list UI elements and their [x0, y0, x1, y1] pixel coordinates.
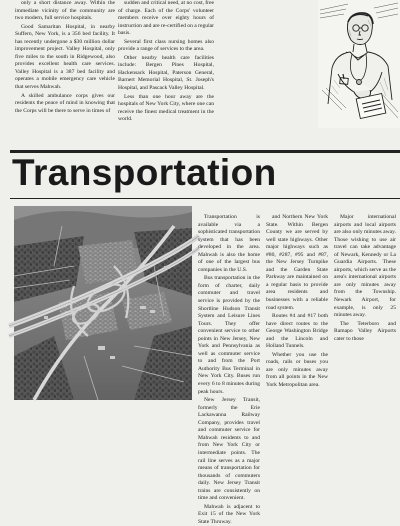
- health-article-column-1: [15, 0, 115, 143]
- transportation-column-3: [334, 214, 396, 400]
- paragraph: Good Samaritan Hospital, in nearby Suffern, New York, is a 356 bed facility. It has recently undergone a $30 million dollar improvement project. Valley Hospital, only five miles to the south in Ridgewood, also provides excellent health care services. Valley Hospital is a 387 bed facility and operates a mobile emergency care vehicle that serves Mahwah.: [15, 23, 115, 91]
- aerial-highway-photo: [14, 206, 192, 400]
- sketch-drawing: [318, 0, 400, 128]
- transportation-column-1: [198, 214, 260, 525]
- paragraph: Other nearby health care facilities include: Bergen Pines Hospital, Hackensack Hospital, Paterson General, Barnert Memorial Hospital, St. Joseph's Hospital, and Pascack Valley Hospital.: [118, 54, 214, 92]
- paragraph: New Jersey Transit, formerly the Erie Lackawanna Railway Company, provides travel and commuter service for Mahwah residents to and from New York City or intermediate points. The rail line serves as a major means of transportation for thousands of commuters daily. New Jersey Transit trains are consistently on time and convenient.: [198, 397, 260, 502]
- paragraph: Routes #4 and #17 both have direct routes to the George Washington Bridge and the Lincoln and Holland Tunnels.: [266, 313, 328, 350]
- paragraph: only a short distance away. Within the immediate vicinity of the community are two modern, full service hospitals.: [15, 0, 115, 22]
- section-divider-thin: [10, 198, 400, 199]
- aerial-photo-image: [14, 206, 192, 400]
- paragraph: A skilled ambulance corps gives our residents the peace of mind in knowing that the Corps will be there to serve in times of: [15, 92, 115, 114]
- transportation-column-2: [266, 214, 328, 400]
- paragraph: Whether you use the roads, rails or buses you are only minutes away from all points in the New York Metropolitan area.: [266, 351, 328, 389]
- paragraph: Transportation is available via a sophisticated transportation system that has been developed in the area. Mahwah is also the home of one of the largest bus companies in the U.S.: [198, 214, 260, 273]
- paragraph: Major international airports and local airports are also only minutes away. Those wishing to use air travel can take advantage of Newark, Kennedy or La Guardia Airports. These airports, which serve as the area's international airports are only minutes away from the Township. Newark Airport, for example, is only 25 minutes away.: [334, 214, 396, 319]
- paragraph: and Northern New York State. Within Bergen County we are served by well state highways. Other major highways such as #80, #287, #95 and #87, the New Jersey Turnpike and the Garden State Parkway are maintained on a regular basis to provide area residents and businesses with a reliable road system.: [266, 214, 328, 311]
- section-headline: Transportation: [12, 152, 277, 193]
- paragraph: Less than one hour away are the hospitals of New York City, where one can receive the finest medical treatment in the world.: [118, 93, 214, 123]
- paragraph: Several first class nursing homes also provide a range of services to the area.: [118, 38, 214, 53]
- paragraph: The Teterboro and Ramapo Valley Airports cater to those: [334, 320, 396, 342]
- hospital-sketch-illustration: [318, 0, 400, 128]
- paragraph: Bus transportation in the form of charter, daily commuter and travel service is provided by the Shortline Hudson Transit System and Leisure Lines Tours. They offer convenient service to other points in New Jersey, New York and Pennsylvania as well as commuter service to and from the Port Authority Bus Terminal in New York City. Buses run every 6 to 8 minutes during peak hours.: [198, 275, 260, 395]
- paragraph: sudden and critical need, at no cost, free of charge. Each of the Corps' volunteer members receive over eighty hours of instruction and are re-certified on a regular basis.: [118, 0, 214, 37]
- paragraph: Mahwah is adjacent to Exit 15 of the New York State Thruway.: [198, 503, 260, 525]
- health-article-column-2: [118, 0, 214, 143]
